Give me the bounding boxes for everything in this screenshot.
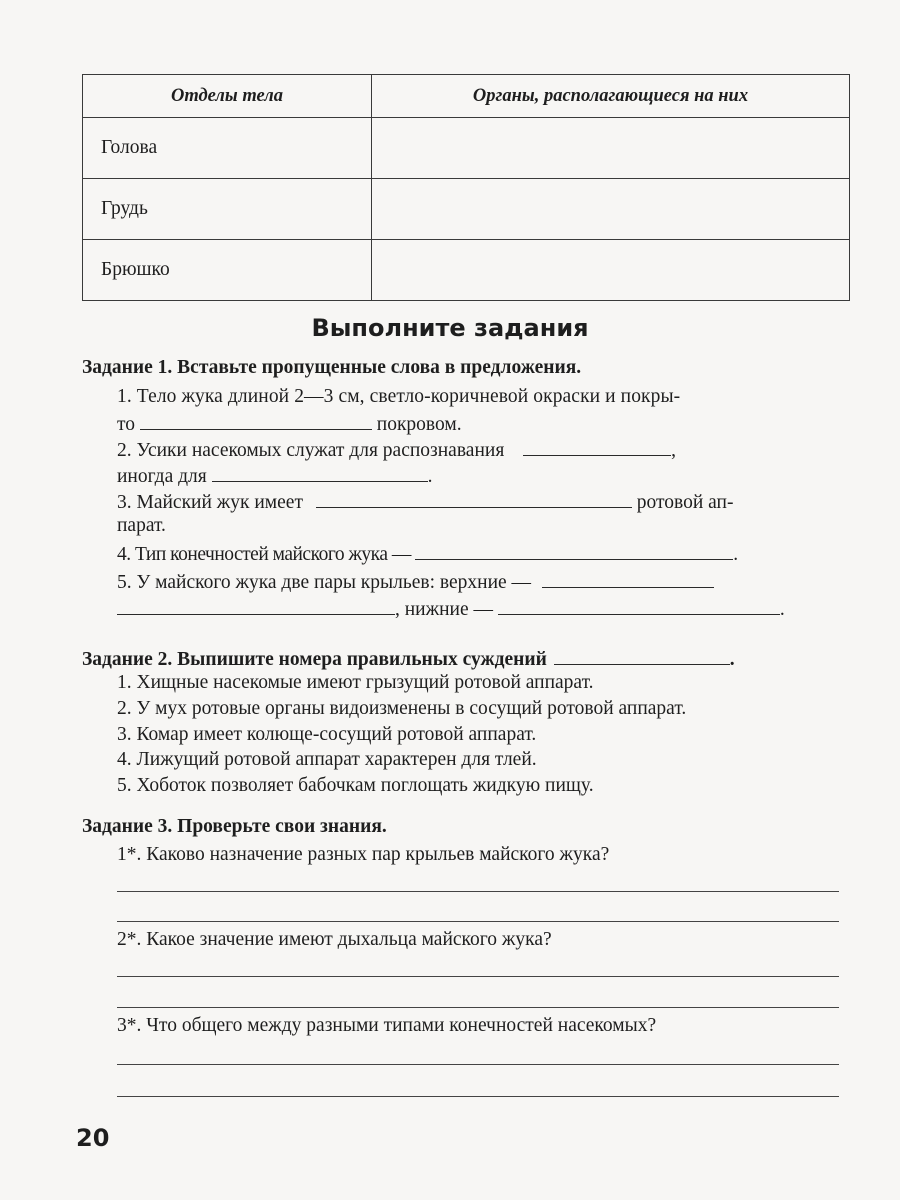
- answer-blank[interactable]: [542, 569, 714, 588]
- answer-blank[interactable]: [117, 596, 395, 615]
- answer-blank[interactable]: [498, 596, 780, 615]
- answer-blank[interactable]: [554, 646, 730, 665]
- table-row: [83, 179, 850, 240]
- sentence-text: 3. Майский жук имеет: [117, 492, 303, 513]
- task3-title: Задание 3. Проверьте свои знания.: [82, 816, 387, 837]
- sentence-text: , нижние —: [395, 599, 493, 620]
- table-cell-answer[interactable]: [372, 118, 850, 179]
- sentence-text: иногда для: [117, 466, 207, 487]
- body-parts-table: [82, 74, 850, 301]
- task1-sentence4: [117, 541, 738, 567]
- task2-item: 4. Лижущий ротовой аппарат характерен для тлей.: [117, 749, 537, 770]
- task3-question2: 2*. Какое значение имеют дыхальца майского жука?: [117, 929, 552, 950]
- task2-title-line: [82, 646, 735, 672]
- answer-blank[interactable]: [140, 411, 372, 430]
- task1-sentence5-line2: [117, 596, 785, 622]
- task1-sentence1-line2: [117, 411, 462, 437]
- answer-blank[interactable]: [212, 463, 428, 482]
- sentence-text: ротовой ап-: [636, 492, 734, 513]
- answer-line[interactable]: [117, 976, 839, 977]
- sentence-text: 5. У майского жука две пары крыльев: верхние —: [117, 572, 532, 593]
- sentence-text: то: [117, 414, 136, 435]
- answer-line[interactable]: [117, 1064, 839, 1065]
- table-header-cell: Органы, располагающиеся на них: [372, 75, 850, 118]
- task3-question3: 3*. Что общего между разными типами конечностей насекомых?: [117, 1015, 657, 1036]
- task2-title: Задание 2. Выпишите номера правильных суждений: [82, 649, 547, 670]
- sentence-text: покровом.: [376, 414, 462, 435]
- task2-item: 1. Хищные насекомые имеют грызущий ротовой аппарат.: [117, 672, 594, 693]
- task2-item: 2. У мух ротовые органы видоизменены в сосущий ротовой аппарат.: [117, 698, 687, 719]
- task1-sentence2-line1: [117, 437, 676, 463]
- answer-line[interactable]: [117, 921, 839, 922]
- answer-blank[interactable]: [415, 541, 733, 560]
- sentence-text: .: [733, 544, 738, 565]
- task1-sentence2-line2: [117, 463, 432, 489]
- task1-sentence5-line1: [117, 569, 714, 595]
- answer-line[interactable]: [117, 1007, 839, 1008]
- task1-sentence1-line1: 1. Тело жука длиной 2—3 см, светло-коричневой окраски и покры-: [117, 386, 681, 407]
- page-number: 20: [76, 1124, 110, 1152]
- answer-line[interactable]: [117, 891, 839, 892]
- answer-line[interactable]: [117, 1096, 839, 1097]
- task1-sentence3-line2: парат.: [117, 515, 166, 536]
- sentence-text: .: [729, 649, 735, 670]
- table-cell-body-part: Грудь: [83, 179, 372, 240]
- table-header-cell: Отделы тела: [83, 75, 372, 118]
- sentence-text: .: [427, 466, 433, 487]
- task1-sentence3-line1: [117, 489, 733, 515]
- task2-item: 3. Комар имеет колюще-сосущий ротовой аппарат.: [117, 724, 537, 745]
- task1-title: Задание 1. Вставьте пропущенные слова в предложения.: [82, 357, 582, 378]
- table-row: [83, 240, 850, 301]
- answer-blank[interactable]: [316, 489, 632, 508]
- table-row: [83, 118, 850, 179]
- table-cell-body-part: Голова: [83, 118, 372, 179]
- table-cell-answer[interactable]: [372, 179, 850, 240]
- task2-item: 5. Хоботок позволяет бабочкам поглощать жидкую пищу.: [117, 775, 594, 796]
- table-cell-answer[interactable]: [372, 240, 850, 301]
- section-title: Выполните задания: [311, 314, 589, 342]
- answer-blank[interactable]: [523, 437, 671, 456]
- sentence-text: 4. Тип конечностей майского жука —: [117, 544, 411, 565]
- task3-question1: 1*. Каково назначение разных пар крыльев майского жука?: [117, 844, 610, 865]
- sentence-text: 2. Усики насекомых служат для распознавания: [117, 440, 505, 461]
- table-header-row: [83, 75, 850, 118]
- table-cell-body-part: Брюшко: [83, 240, 372, 301]
- sentence-text: ,: [671, 440, 677, 461]
- sentence-text: .: [779, 599, 785, 620]
